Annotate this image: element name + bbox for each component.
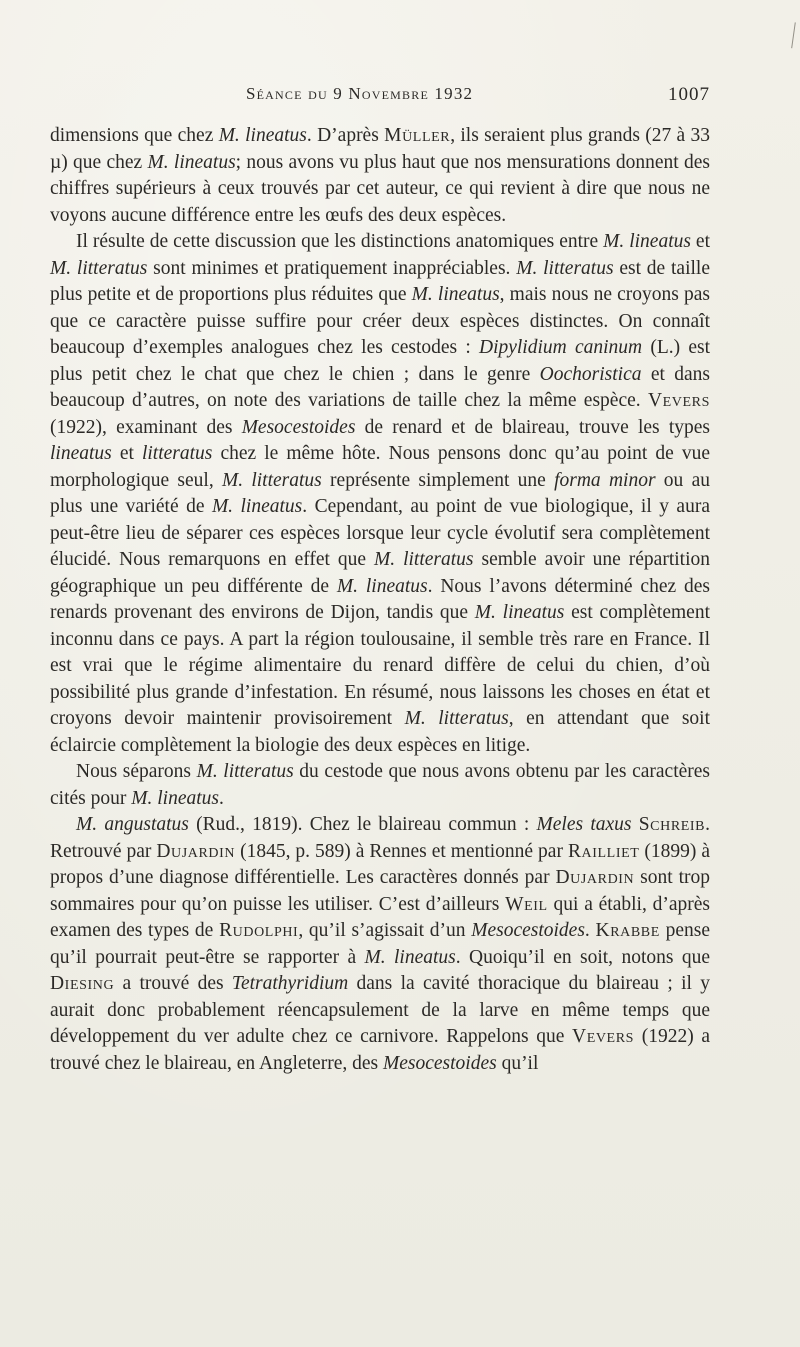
text-run: sont minimes et pratiquement inappréciables. xyxy=(147,257,517,279)
author-name: Weil xyxy=(505,893,548,915)
text-run: qui a établi, d’après examen des types de xyxy=(50,893,710,941)
paragraph xyxy=(50,123,710,229)
text-run: (L.) est plus petit chez le chat que chez le chien ; dans le genre xyxy=(50,337,710,385)
text-run: ; nous avons vu plus haut que nos mensurations donnent des chiffres supérieurs à ceux trouvés par cet auteur, ce qui revient à dire que nous ne voyons aucune différence entre les œufs des deux espèces. xyxy=(50,151,711,226)
text-run: dimensions que chez xyxy=(50,125,219,146)
author-name: Vevers xyxy=(572,1026,635,1047)
text-run: et dans beaucoup d’autres, on note des variations de taille chez la même espèce. xyxy=(50,363,710,411)
page-number: 1007 xyxy=(668,84,710,105)
author-name: Dujardin xyxy=(156,840,236,862)
italic-run: M. litteratus xyxy=(374,549,474,570)
author-name: Schreib xyxy=(638,814,706,835)
author-name: Railliet xyxy=(567,840,640,862)
text-run: (1922), examinant des xyxy=(50,416,242,438)
italic-run: M. lineatus xyxy=(147,151,236,173)
italic-run: M. litteratus xyxy=(404,708,509,729)
italic-run: lineatus xyxy=(50,443,112,464)
text-run xyxy=(631,814,638,835)
italic-run: Meles taxus xyxy=(536,814,632,835)
author-name: Rudolphi xyxy=(219,920,299,941)
text-run: et xyxy=(690,231,710,252)
author-name: Müller xyxy=(384,125,451,146)
text-run: . Retrouvé par xyxy=(50,814,710,862)
text-run: Il résulte de cette discussion que les distinctions anatomiques entre xyxy=(76,231,604,252)
italic-run: M. litteratus xyxy=(516,257,614,279)
text-run: . Nous l’avons déterminé chez des renards provenant des environs de Dijon, tandis que xyxy=(50,575,710,623)
paragraph xyxy=(50,229,710,759)
text-run: sont trop sommaires pour qu’on puisse les utiliser. C’est d’ailleurs xyxy=(50,867,710,915)
italic-run: M. lineatus xyxy=(474,602,565,623)
page-edge-mark xyxy=(787,22,796,48)
italic-run: M. lineatus xyxy=(603,231,691,252)
author-name: Diesing xyxy=(50,973,115,994)
text-run: a trouvé des xyxy=(114,973,232,994)
text-run: dans la cavité thoracique du blaireau ; il y aurait donc probablement réencapsulement de la larve en même temps que développement du ver adulte chez ce carnivore. Rappelons que xyxy=(50,973,710,1047)
italic-run: litteratus xyxy=(141,443,213,464)
text-run: . xyxy=(218,787,224,809)
italic-run: M. lineatus xyxy=(364,946,456,968)
italic-run: M. litteratus xyxy=(196,761,294,782)
text-run: , en attendant que soit éclaircie complètement la biologie des deux espèces en litige. xyxy=(50,708,711,756)
text-run: . Quoiqu’il en soit, notons que xyxy=(455,946,710,968)
text-run: (1922) a trouvé chez le blaireau, en Angleterre, des xyxy=(50,1026,710,1074)
italic-run: M. lineatus xyxy=(131,787,219,809)
italic-run: M. lineatus xyxy=(218,125,307,146)
paragraph xyxy=(50,812,710,1077)
text-run: et xyxy=(111,443,142,464)
text-run: chez le même hôte. Nous pensons donc qu’au point de vue morphologique seul, xyxy=(50,443,710,491)
text-run: ou au plus une variété de xyxy=(50,469,710,517)
text-run: est de taille plus petite et de proportions plus réduites que xyxy=(50,257,710,305)
text-run: , ils seraient plus grands (27 à 33 µ) que chez xyxy=(50,125,711,173)
italic-run: Mesocestoides xyxy=(241,416,356,438)
text-run: de renard et de blaireau, trouve les types xyxy=(355,416,710,438)
italic-run: Tetrathyridium xyxy=(231,973,349,994)
text-run: (1845, p. 589) à Rennes et mentionné par xyxy=(235,840,568,862)
italic-run: Oochoristica xyxy=(539,363,642,385)
author-name: Vevers xyxy=(647,390,710,411)
text-run: pense qu’il pourrait peut-être se rapporter à xyxy=(50,920,710,968)
running-head xyxy=(50,84,710,114)
paragraph xyxy=(50,759,710,812)
text-run: qu’il xyxy=(496,1052,539,1074)
text-run: , qu’il s’agissait d’un xyxy=(298,920,472,941)
text-run: (Rud., 1819). Chez le blaireau commun : xyxy=(188,814,537,835)
body-text xyxy=(50,123,710,1077)
running-head-title: Séance du 9 Novembre 1932 xyxy=(246,84,474,103)
italic-run: Dipylidium caninum xyxy=(478,337,643,358)
italic-run: M. lineatus xyxy=(411,284,500,305)
italic-run: M. angustatus xyxy=(76,814,189,835)
text-run: semble avoir une répartition géographique un peu différente de xyxy=(50,549,711,597)
text-run: représente simplement une xyxy=(321,469,555,491)
text-run: , mais nous ne croyons pas que ce caractère puisse suffire pour créer deux espèces distinctes. On connaît beaucoup d’exemples analogues chez les cestodes : xyxy=(50,284,710,358)
author-name: Dujardin xyxy=(555,867,635,888)
italic-run: M. lineatus xyxy=(211,496,303,517)
text-run: . D’après xyxy=(306,125,385,146)
author-name: Krabbe xyxy=(595,920,660,941)
text-run: . xyxy=(584,920,596,941)
italic-run: Mesocestoides xyxy=(382,1052,497,1074)
text-run: (1899) à propos d’une diagnose différentielle. Les caractères donnés par xyxy=(50,840,710,888)
text-run: Nous séparons xyxy=(76,761,197,782)
text-run: est complètement inconnu dans ce pays. A part la région toulousaine, il semble très rare en France. Il est vrai que le régime alimentaire du renard diffère de celui du chien, d’où possibilité plus grande d’infestation. En résumé, nous laissons les choses en état et croyons devoir maintenir provisoirement xyxy=(50,602,710,729)
text-run: . Cependant, au point de vue biologique, il y aura peut-être lieu de séparer ces espèces lorsque leur cycle évolutif sera complètement élucidé. Nous remarquons en effet que xyxy=(50,496,710,570)
italic-run: M. litteratus xyxy=(221,469,322,491)
italic-run: forma minor xyxy=(554,469,656,491)
italic-run: M. litteratus xyxy=(50,257,148,279)
text-run: du cestode que nous avons obtenu par les caractères cités pour xyxy=(50,761,711,809)
italic-run: Mesocestoides xyxy=(471,920,585,941)
italic-run: M. lineatus xyxy=(336,575,428,597)
